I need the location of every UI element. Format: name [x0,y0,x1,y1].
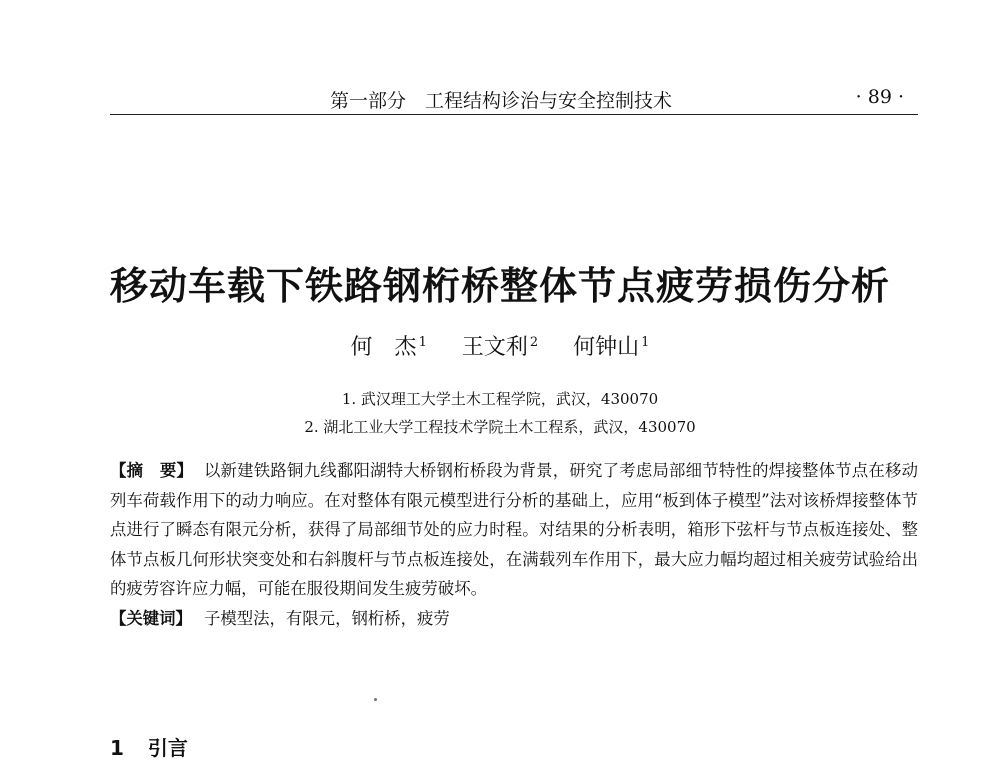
section-title: 引言 [147,736,188,760]
author-name: 王文利 [461,335,528,360]
stray-dot [374,698,377,701]
keywords-label: 【关键词】 [110,608,192,628]
author [351,335,427,360]
abstract-paragraph [110,456,918,604]
author [573,335,649,360]
author [462,335,538,360]
author-name: 何钟山 [573,335,640,360]
running-header [110,82,918,115]
author-list [0,330,1000,361]
affiliation: 1. 武汉理工大学土木工程学院，武汉，430070 [341,390,659,408]
section-number: 1 [110,736,124,760]
abstract-block [110,456,918,634]
header-section-title: 第一部分 工程结构诊治与安全控制技术 [330,90,673,112]
author-affiliation-mark: 2 [529,334,539,350]
abstract-label: 【摘 要】 [110,461,194,480]
abstract-text: 以新建铁路铜九线鄱阳湖特大桥钢桁桥段为背景，研究了考虑局部细节特性的焊接整体节点在移动列车荷载作用下的动力响应。在对整体有限元模型进行分析的基础上，应用“板到体子模型”法对该桥焊接整体节点进行了瞬态有限元分析，获得了局部细节处的应力时程。对结果的分析表明，箱形下弦杆与节点板连接处、整体节点板几何形状突变处和右斜腹杆与节点板连接处，在满载列车作用下，最大应力幅均超过相关疲劳试验给出的疲劳容许应力幅，可能在服役期间发生疲劳破坏。 [110,461,919,599]
affiliation: 2. 湖北工业大学工程技术学院土木工程系，武汉，430070 [304,418,696,436]
keywords-line [110,604,918,634]
keywords-text: 子模型法，有限元，钢桁桥，疲劳 [203,608,450,628]
author-affiliation-mark: 1 [418,334,427,350]
author-affiliation-mark: 1 [641,334,650,350]
page-number: · 89 · [855,86,904,108]
section-heading [110,732,188,761]
paper-title: 移动车载下铁路钢桁桥整体节点疲劳损伤分析 [109,264,890,308]
author-name: 何 杰 [350,335,417,360]
